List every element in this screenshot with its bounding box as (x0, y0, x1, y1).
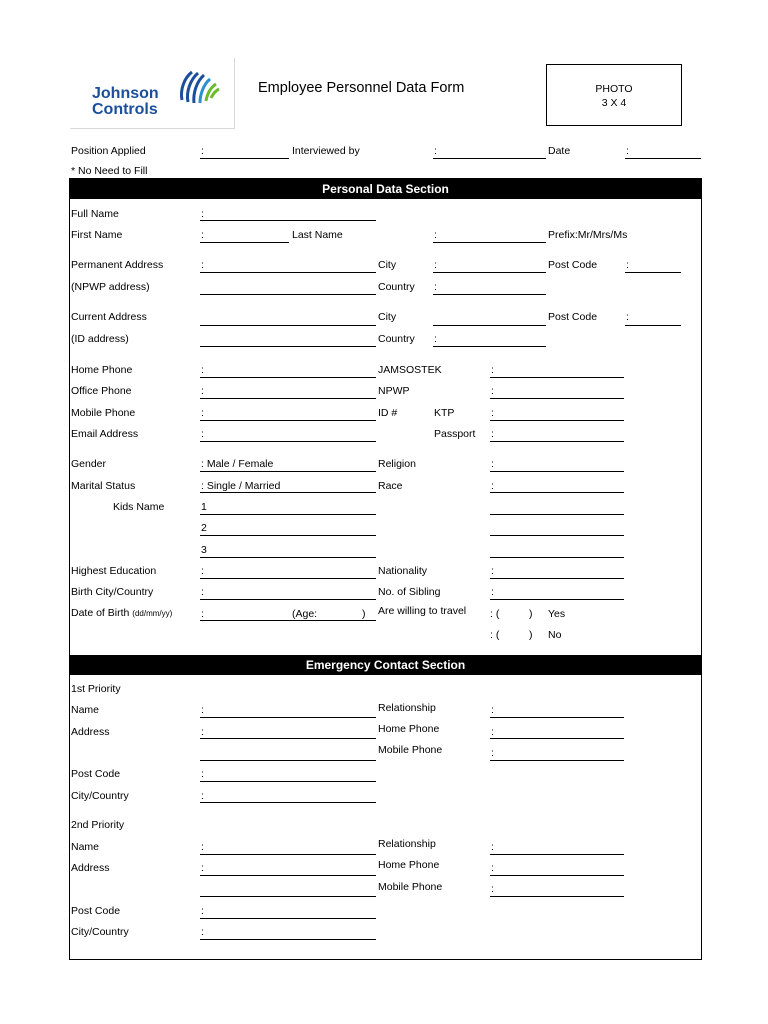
colon: : (434, 281, 437, 293)
ec1-name-field[interactable] (200, 717, 376, 718)
colon: : (434, 229, 437, 241)
colon: : (201, 704, 204, 716)
last-name-field[interactable] (433, 242, 546, 243)
ec2-name-label: Name (71, 841, 100, 853)
colon: : (491, 841, 494, 853)
colon: : (491, 704, 494, 716)
gender-options[interactable]: : Male / Female (201, 458, 274, 470)
npwp-address-label: (NPWP address) (71, 281, 150, 293)
photo-box (546, 64, 682, 126)
logo-wordmark (92, 86, 159, 118)
travel-no-open[interactable]: : ( (490, 629, 500, 641)
ec1-home-phone-label: Home Phone (378, 723, 440, 735)
permanent-post-code-field[interactable] (625, 272, 681, 273)
colon: : (491, 385, 494, 397)
dob-label-text: Date of Birth (71, 607, 130, 619)
logo-line-1: Johnson (92, 85, 159, 102)
first-priority-label: 1st Priority (71, 683, 121, 695)
sibling-field[interactable] (490, 599, 624, 600)
no-need-note: * No Need to Fill (71, 165, 148, 177)
travel-no-label: No (548, 629, 562, 641)
ec1-address-field-1[interactable] (200, 738, 376, 739)
current-address-field-1[interactable] (200, 325, 376, 326)
ec2-relationship-label: Relationship (378, 838, 436, 850)
gender-field (200, 471, 376, 472)
full-name-label: Full Name (71, 208, 119, 220)
marital-options[interactable]: : Single / Married (201, 480, 281, 492)
colon: : (491, 428, 494, 440)
ec2-home-phone-label: Home Phone (378, 859, 440, 871)
colon: : (201, 726, 204, 738)
current-city-field[interactable] (433, 325, 546, 326)
marital-status-label: Marital Status (71, 480, 136, 492)
travel-yes-label: Yes (548, 608, 566, 620)
permanent-city-field[interactable] (433, 272, 546, 273)
travel-yes-open[interactable]: : ( (490, 608, 500, 620)
age-label: (Age: (292, 608, 318, 620)
passport-label: Passport (434, 428, 476, 440)
colon: : (201, 841, 204, 853)
first-name-label: First Name (71, 229, 123, 241)
personal-data-header: Personal Data Section (69, 179, 702, 199)
logo-swoosh-icon (176, 68, 220, 108)
nationality-label: Nationality (378, 565, 428, 577)
sibling-label: No. of Sibling (378, 586, 441, 598)
travel-yes-close: ) (529, 608, 533, 620)
religion-field[interactable] (490, 471, 624, 472)
ec1-relationship-label: Relationship (378, 702, 436, 714)
prefix-label: Prefix:Mr/Mrs/Ms (548, 229, 628, 241)
kid-number-1: 1 (201, 501, 207, 513)
colon: : (626, 311, 629, 323)
post-code-label: Post Code (548, 259, 598, 271)
ec1-address-field-2[interactable] (200, 760, 376, 761)
country-label: Country (378, 333, 415, 345)
kid-number-2: 2 (201, 522, 207, 534)
home-phone-field[interactable] (200, 377, 376, 378)
jamsostek-label: JAMSOSTEK (378, 364, 442, 376)
second-priority-label: 2nd Priority (71, 819, 125, 831)
colon: : (626, 145, 629, 157)
permanent-address-label: Permanent Address (71, 259, 164, 271)
ec1-mobile-phone-field[interactable] (490, 760, 624, 761)
permanent-address-field-2[interactable] (200, 294, 376, 295)
ec1-relationship-field[interactable] (490, 717, 624, 718)
colon: : (201, 364, 204, 376)
ec1-post-code-label: Post Code (71, 768, 121, 780)
nationality-field[interactable] (490, 578, 624, 579)
age-close: ) (362, 608, 366, 620)
colon: : (491, 883, 494, 895)
marital-status-field (200, 492, 376, 493)
colon: : (434, 333, 437, 345)
last-name-label: Last Name (292, 229, 343, 241)
travel-no-close: ) (529, 629, 533, 641)
email-address-label: Email Address (71, 428, 139, 440)
ec2-mobile-phone-label: Mobile Phone (378, 881, 443, 893)
mobile-phone-label: Mobile Phone (71, 407, 136, 419)
form-title: Employee Personnel Data Form (258, 80, 465, 96)
kids-name-label: Kids Name (113, 501, 165, 513)
interviewed-by-field[interactable] (433, 158, 546, 159)
ec1-address-label: Address (71, 726, 110, 738)
post-code-label: Post Code (548, 311, 598, 323)
logo-line-2: Controls (92, 101, 158, 118)
ec2-relationship-field[interactable] (490, 854, 624, 855)
kid-1-field[interactable] (200, 514, 376, 515)
colon: : (201, 790, 204, 802)
office-phone-field[interactable] (200, 398, 376, 399)
ec2-post-code-label: Post Code (71, 905, 121, 917)
kid-2-field[interactable] (200, 535, 376, 536)
gender-label: Gender (71, 458, 107, 470)
colon: : (491, 586, 494, 598)
city-label: City (378, 259, 397, 271)
emergency-contact-header: Emergency Contact Section (69, 655, 702, 675)
colon: : (491, 862, 494, 874)
ec2-address-field-2[interactable] (200, 896, 376, 897)
date-label: Date (548, 145, 571, 157)
colon: : (626, 259, 629, 271)
colon: : (201, 145, 204, 157)
date-field[interactable] (625, 158, 701, 159)
colon: : (491, 480, 494, 492)
colon: : (201, 385, 204, 397)
photo-size: 3 X 4 (601, 97, 627, 109)
id-number-label: ID # (378, 407, 398, 419)
colon: : (201, 407, 204, 419)
colon: : (491, 747, 494, 759)
photo-label: PHOTO (595, 83, 633, 95)
colon: : (201, 259, 204, 271)
email-address-field[interactable] (200, 441, 376, 442)
ec1-home-phone-field[interactable] (490, 738, 624, 739)
extra-field-3[interactable] (490, 557, 624, 558)
current-address-label: Current Address (71, 311, 147, 323)
colon: : (434, 259, 437, 271)
religion-label: Religion (378, 458, 416, 470)
colon: : (201, 208, 204, 220)
colon: : (201, 608, 204, 620)
race-field[interactable] (490, 492, 624, 493)
id-address-label: (ID address) (71, 333, 129, 345)
dob-format-hint: (dd/mm/yy) (132, 609, 173, 618)
ec1-mobile-phone-label: Mobile Phone (378, 744, 443, 756)
permanent-address-field-1[interactable] (200, 272, 376, 273)
ec2-post-code-field[interactable] (200, 918, 376, 919)
colon: : (201, 768, 204, 780)
colon: : (201, 926, 204, 938)
interviewed-by-label: Interviewed by (292, 145, 360, 157)
colon: : (491, 458, 494, 470)
ec1-city-country-label: City/Country (71, 790, 129, 802)
ec1-city-country-field[interactable] (200, 802, 376, 803)
ktp-label: KTP (434, 407, 455, 419)
highest-education-label: Highest Education (71, 565, 157, 577)
company-logo (70, 58, 235, 129)
city-label: City (378, 311, 397, 323)
colon: : (201, 905, 204, 917)
colon: : (491, 364, 494, 376)
position-applied-label: Position Applied (71, 145, 146, 157)
home-phone-label: Home Phone (71, 364, 133, 376)
position-applied-field[interactable] (200, 158, 289, 159)
passport-field[interactable] (490, 441, 624, 442)
current-address-field-2[interactable] (200, 346, 376, 347)
colon: : (491, 407, 494, 419)
kid-number-3: 3 (201, 544, 207, 556)
country-label: Country (378, 281, 415, 293)
colon: : (201, 565, 204, 577)
ec1-post-code-field[interactable] (200, 781, 376, 782)
ec2-address-field-1[interactable] (200, 875, 376, 876)
kid-3-field[interactable] (200, 557, 376, 558)
highest-education-field[interactable] (200, 578, 376, 579)
colon: : (434, 145, 437, 157)
current-country-field[interactable] (433, 346, 546, 347)
colon: : (201, 862, 204, 874)
willing-travel-label: Are willing to travel (378, 605, 467, 617)
colon: : (201, 428, 204, 440)
first-name-field[interactable] (200, 242, 289, 243)
birth-city-label: Birth City/Country (71, 586, 154, 598)
colon: : (201, 586, 204, 598)
race-label: Race (378, 480, 403, 492)
jamsostek-field[interactable] (490, 377, 624, 378)
permanent-country-field[interactable] (433, 294, 546, 295)
ec2-mobile-phone-field[interactable] (490, 896, 624, 897)
office-phone-label: Office Phone (71, 385, 132, 397)
extra-field-2[interactable] (490, 535, 624, 536)
npwp-label: NPWP (378, 385, 410, 397)
current-post-code-field[interactable] (625, 325, 681, 326)
date-of-birth-label (71, 607, 172, 620)
date-of-birth-field[interactable] (200, 620, 376, 621)
extra-field-1[interactable] (490, 514, 624, 515)
full-name-field[interactable] (200, 220, 376, 221)
birth-city-field[interactable] (200, 599, 376, 600)
colon: : (491, 565, 494, 577)
ec2-name-field[interactable] (200, 854, 376, 855)
ec2-city-country-label: City/Country (71, 926, 129, 938)
colon: : (491, 726, 494, 738)
mobile-phone-field[interactable] (200, 420, 376, 421)
npwp-field[interactable] (490, 398, 624, 399)
ktp-field[interactable] (490, 420, 624, 421)
ec2-address-label: Address (71, 862, 110, 874)
ec2-home-phone-field[interactable] (490, 875, 624, 876)
colon: : (201, 229, 204, 241)
ec1-name-label: Name (71, 704, 100, 716)
ec2-city-country-field[interactable] (200, 939, 376, 940)
